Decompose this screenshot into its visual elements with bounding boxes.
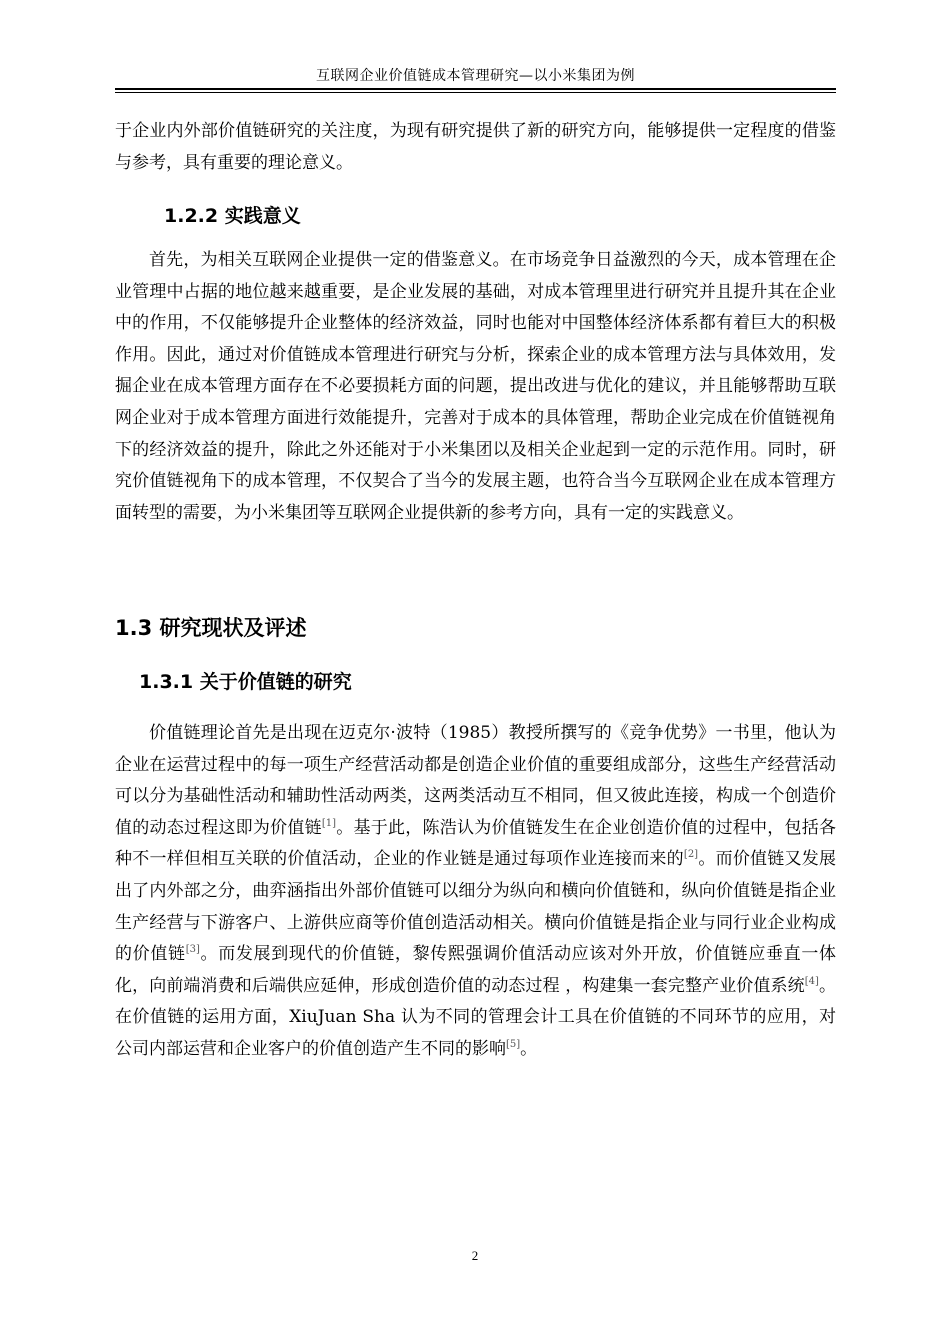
paragraph-continuation: 于企业内外部价值链研究的关注度，为现有研究提供了新的研究方向，能够提供一定程度的借鉴与参考，具有重要的理论意义。: [115, 121, 836, 173]
section-heading-1-3-1: 1.3.1 关于价值链的研究: [139, 671, 352, 693]
citation-ref-5[interactable]: [5]: [506, 1038, 521, 1050]
citation-ref-2[interactable]: [2]: [683, 849, 699, 861]
paragraph-text-segment: 。基于此，陈浩认为价值链发生在企业创造价值的过程中，包括各种不一样但相互关联的价值活动，企业的作业链是通过每项作业连接而来的: [115, 817, 837, 870]
paragraph-text-segment: 。而价值链又发展出了内外部之分，曲弈涵指出外部价值链可以细分为纵向和横向价值链和，纵向价值链是指企业生产经营与下游客户、上游供应商等价值创造活动相关。横向价值链是指企业与同行业企业构成的价值链: [115, 849, 837, 965]
section-heading-1-2-2: 1.2.2 实践意义: [164, 205, 301, 227]
paragraph-text-segment: 。: [520, 1038, 538, 1059]
paragraph-value-chain-research: [115, 718, 836, 1066]
paragraph-text-segment: 。而发展到现代的价值链，黎传熙强调价值活动应该对外开放，价值链应垂直一体化，向前端消费和后端供应延伸，形成创造价值的动态过程 ，构建集一套完整产业价值系统: [115, 944, 837, 996]
citation-ref-4[interactable]: [4]: [804, 975, 819, 987]
page-number: 2: [471, 1248, 479, 1263]
running-header: 互联网企业价值链成本管理研究—以小米集团为例: [316, 68, 635, 84]
header-rule-thin: [115, 92, 836, 93]
paragraph-text-segment: 。在价值链的运用方面，XiuJuan Sha 认为不同的管理会计工具在价值链的不同环节的应用，对公司内部运营和企业客户的价值创造产生不同的影响: [115, 975, 836, 1059]
citation-ref-3[interactable]: [3]: [185, 944, 200, 956]
header-rule: [115, 88, 836, 90]
paragraph-practical-significance: 首先，为相关互联网企业提供一定的借鉴意义。在市场竞争日益激烈的今天，成本管理在企业管理中占据的地位越来越重要，是企业发展的基础，对成本管理里进行研究并且提升其在企业中的作用，不仅能够提升企业整体的经济效益，同时也能对中国整体经济体系都有着巨大的积极作用。因此，通过对价值链成本管理进行研究与分析，探索企业的成本管理方法与具体效用，发掘企业在成本管理方面存在不必要损耗方面的问题，提出改进与优化的建议，并且能够帮助互联网企业对于成本管理方面进行效能提升，完善对于成本的具体管理，帮助企业完成在价值链视角下的经济效益的提升，除此之外还能对于小米集团以及相关企业起到一定的示范作用。同时，研究价值链视角下的成本管理，不仅契合了当今的发展主题，也符合当今互联网企业在成本管理方面转型的需要，为小米集团等互联网企业提供新的参考方向，具有一定的实践意义。: [115, 250, 836, 523]
paragraph-text-segment: 价值链理论首先是出现在迈克尔·波特（1985）教授所撰写的《竞争优势》一书里，他认为企业在运营过程中的每一项生产经营活动都是创造企业价值的重要组成部分，这些生产经营活动可以分为基础性活动和辅助性活动两类，这两类活动互不相同，但又彼此连接，构成一个创造价值的动态过程这即为价值链: [115, 723, 836, 838]
citation-ref-1[interactable]: [1]: [321, 817, 337, 829]
section-heading-1-3: 1.3 研究现状及评述: [115, 616, 307, 640]
